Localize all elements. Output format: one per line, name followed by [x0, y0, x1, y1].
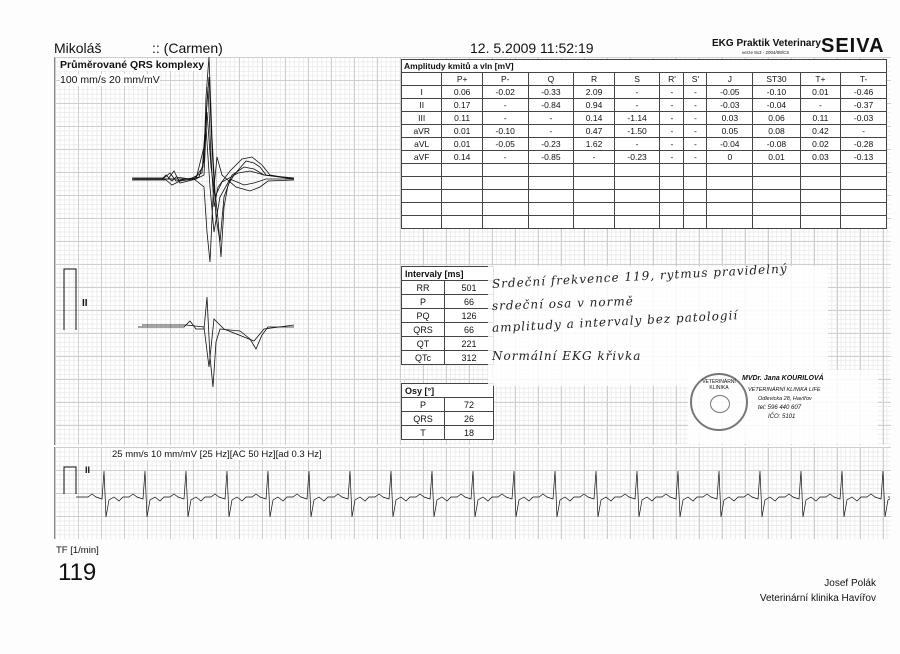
amplitude-value-cell: 0.42 — [800, 125, 840, 138]
amplitude-lead-cell: I — [402, 86, 442, 99]
interval-row-label: QRS — [402, 323, 445, 337]
amplitude-value-cell: -0.23 — [528, 138, 574, 151]
amplitude-value-cell: - — [684, 125, 707, 138]
amplitude-value-cell: - — [574, 151, 614, 164]
qrs-panel-title: Průměrované QRS komplexy — [60, 59, 205, 71]
amplitude-value-cell: - — [684, 138, 707, 151]
interval-row-value: 66 — [445, 323, 494, 337]
amplitude-value-cell: - — [800, 99, 840, 112]
rhythm-scale: 25 mm/s 10 mm/mV [25 Hz][AC 50 Hz][ad 0.3 Hz] — [112, 449, 322, 460]
axis-row — [402, 426, 494, 440]
amplitude-lead-cell: aVF — [402, 151, 442, 164]
interval-row — [402, 337, 494, 351]
note-line-3: amplitudy a intervaly bez patologií — [491, 308, 739, 335]
amplitude-value-cell: - — [684, 112, 707, 125]
amplitude-value-cell: - — [614, 138, 660, 151]
intervals-table — [401, 266, 494, 365]
amplitude-value-cell: 2.09 — [574, 86, 614, 99]
amplitude-value-cell: -0.03 — [707, 99, 753, 112]
amplitude-lead-cell: II — [402, 99, 442, 112]
axis-row — [402, 412, 494, 426]
amplitude-value-cell: -0.37 — [841, 99, 887, 112]
amplitude-value-cell: -0.04 — [707, 138, 753, 151]
brand-logo: SEIVA — [821, 35, 885, 57]
amplitude-value-cell: -1.14 — [614, 112, 660, 125]
amplitude-value-cell: 0.11 — [800, 112, 840, 125]
amplitude-header-row: P+ P- Q R S R' S' J ST30 T+ T- — [402, 73, 887, 86]
interval-row — [402, 281, 494, 295]
amplitude-value-cell: - — [841, 125, 887, 138]
amplitude-value-cell: - — [660, 86, 684, 99]
amplitude-value-cell: 0.03 — [800, 151, 840, 164]
clinic-name: Veterinární klinika Havířov — [759, 593, 876, 604]
amplitude-value-cell: 0.14 — [574, 112, 614, 125]
axes-table-title: Osy [°] — [402, 384, 494, 398]
amplitude-value-cell: - — [660, 99, 684, 112]
amplitude-value-cell: - — [684, 99, 707, 112]
amplitude-value-cell: -0.23 — [614, 151, 660, 164]
amplitude-row — [402, 151, 887, 164]
amplitude-value-cell: -1.50 — [614, 125, 660, 138]
amplitude-value-cell: 0.02 — [800, 138, 840, 151]
amplitude-value-cell: -0.85 — [528, 151, 574, 164]
interval-row-value: 501 — [445, 281, 494, 295]
stamp-ring-text: VETERINÁRNÍ KLINIKA — [702, 379, 736, 391]
axes-table — [401, 383, 494, 440]
amplitude-table — [401, 59, 887, 229]
interval-row-label: QTc — [402, 351, 445, 365]
amplitude-value-cell: - — [660, 125, 684, 138]
note-line-4: Normální EKG křivka — [492, 349, 642, 363]
axis-row-label: QRS — [402, 412, 445, 426]
interval-row-label: RR — [402, 281, 445, 295]
amplitude-row — [402, 138, 887, 151]
amplitude-value-cell: -0.10 — [482, 125, 528, 138]
averaged-qrs-traces — [54, 57, 394, 445]
amplitude-value-cell: -0.84 — [528, 99, 574, 112]
amplitude-value-cell: - — [684, 86, 707, 99]
stamp-street: Odlevicka 28, Havířov — [758, 396, 812, 402]
amplitude-value-cell: -0.04 — [753, 99, 801, 112]
amplitude-row — [402, 125, 887, 138]
amplitude-value-cell: - — [528, 112, 574, 125]
interval-row-label: PQ — [402, 309, 445, 323]
axis-row-value: 18 — [445, 426, 494, 440]
heart-rate-label: TF [1/min] — [56, 545, 99, 556]
amplitude-value-cell: -0.05 — [707, 86, 753, 99]
amplitude-value-cell: 1.62 — [574, 138, 614, 151]
amplitude-value-cell: 0.06 — [442, 86, 482, 99]
amplitude-value-cell: -0.03 — [841, 112, 887, 125]
amplitude-value-cell: - — [614, 99, 660, 112]
amplitude-value-cell: 0 — [707, 151, 753, 164]
brand-version: verze 8x3 - 2004/08/CS — [742, 50, 790, 55]
amplitude-lead-cell: aVL — [402, 138, 442, 151]
amplitude-lead-cell: aVR — [402, 125, 442, 138]
interval-row-label: P — [402, 295, 445, 309]
amplitude-value-cell: -0.46 — [841, 86, 887, 99]
heart-rate-value: 119 — [58, 559, 97, 586]
amplitude-lead-cell: III — [402, 112, 442, 125]
amplitude-value-cell: 0.01 — [442, 125, 482, 138]
amplitude-value-cell: - — [660, 112, 684, 125]
amplitude-table-title: Amplitudy kmitů a vln [mV] — [402, 60, 887, 73]
amplitude-value-cell: 0.01 — [800, 86, 840, 99]
note-line-1: Srdeční frekvence 119, rytmus pravidelný — [491, 261, 788, 291]
amplitude-value-cell: - — [660, 151, 684, 164]
amplitude-value-cell: -0.13 — [841, 151, 887, 164]
qrs-lead-label: II — [82, 298, 88, 309]
rhythm-lead-label: II — [85, 465, 91, 475]
axis-row-label: P — [402, 398, 445, 412]
interval-row-value: 312 — [445, 351, 494, 365]
amplitude-value-cell: -0.02 — [482, 86, 528, 99]
stamp-seal — [690, 373, 748, 431]
amplitude-value-cell: - — [528, 125, 574, 138]
stamp-clinic: VETERINÁRNÍ KLINIKA LIFE — [748, 387, 821, 393]
axis-row-label: T — [402, 426, 445, 440]
amplitude-value-cell: 0.01 — [442, 138, 482, 151]
intervals-table-title: Intervaly [ms] — [402, 267, 494, 281]
interval-row — [402, 323, 494, 337]
amplitude-value-cell: 0.08 — [753, 125, 801, 138]
note-line-2: srdeční osa v normě — [491, 294, 635, 313]
qrs-panel-scale: 100 mm/s 20 mm/mV — [60, 74, 160, 86]
amplitude-value-cell: - — [614, 86, 660, 99]
interval-row — [402, 309, 494, 323]
amplitude-value-cell: -0.08 — [753, 138, 801, 151]
stamp-ico: IČO: 5101 — [768, 414, 796, 420]
amplitude-value-cell: 0.06 — [753, 112, 801, 125]
axis-row-value: 26 — [445, 412, 494, 426]
amplitude-value-cell: -0.05 — [482, 138, 528, 151]
interval-row — [402, 295, 494, 309]
amplitude-value-cell: -0.28 — [841, 138, 887, 151]
interval-row-label: QT — [402, 337, 445, 351]
amplitude-value-cell: 0.05 — [707, 125, 753, 138]
animal-name: :: (Carmen) — [152, 40, 223, 56]
record-datetime: 12. 5.2009 11:52:19 — [470, 40, 594, 56]
amplitude-value-cell: - — [660, 138, 684, 151]
amplitude-value-cell: - — [684, 151, 707, 164]
brand-title: EKG Praktik Veterinary — [712, 38, 821, 49]
amplitude-row — [402, 86, 887, 99]
amplitude-row — [402, 112, 887, 125]
amplitude-value-cell: - — [482, 112, 528, 125]
interval-row-value: 221 — [445, 337, 494, 351]
amplitude-value-cell: 0.11 — [442, 112, 482, 125]
amplitude-value-cell: -0.10 — [753, 86, 801, 99]
amplitude-value-cell: 0.14 — [442, 151, 482, 164]
amplitude-value-cell: 0.01 — [753, 151, 801, 164]
stamp-dog-icon — [710, 395, 730, 413]
amplitude-value-cell: 0.03 — [707, 112, 753, 125]
physician-name: Josef Polák — [824, 578, 876, 589]
rhythm-strip-trace — [54, 447, 890, 539]
amplitude-value-cell: 0.47 — [574, 125, 614, 138]
amplitude-value-cell: 0.94 — [574, 99, 614, 112]
axis-row-value: 72 — [445, 398, 494, 412]
axis-row — [402, 398, 494, 412]
patient-name: Mikoláš — [54, 40, 102, 56]
amplitude-row — [402, 99, 887, 112]
amplitude-value-cell: - — [482, 151, 528, 164]
interval-row-value: 126 — [445, 309, 494, 323]
amplitude-value-cell: -0.33 — [528, 86, 574, 99]
stamp-doctor: MVDr. Jana KOURILOVÁ — [742, 375, 824, 382]
interval-row-value: 66 — [445, 295, 494, 309]
amplitude-value-cell: - — [482, 99, 528, 112]
interval-row — [402, 351, 494, 365]
stamp-phone: tel: 596 440 607 — [758, 405, 802, 411]
amplitude-value-cell: 0.17 — [442, 99, 482, 112]
